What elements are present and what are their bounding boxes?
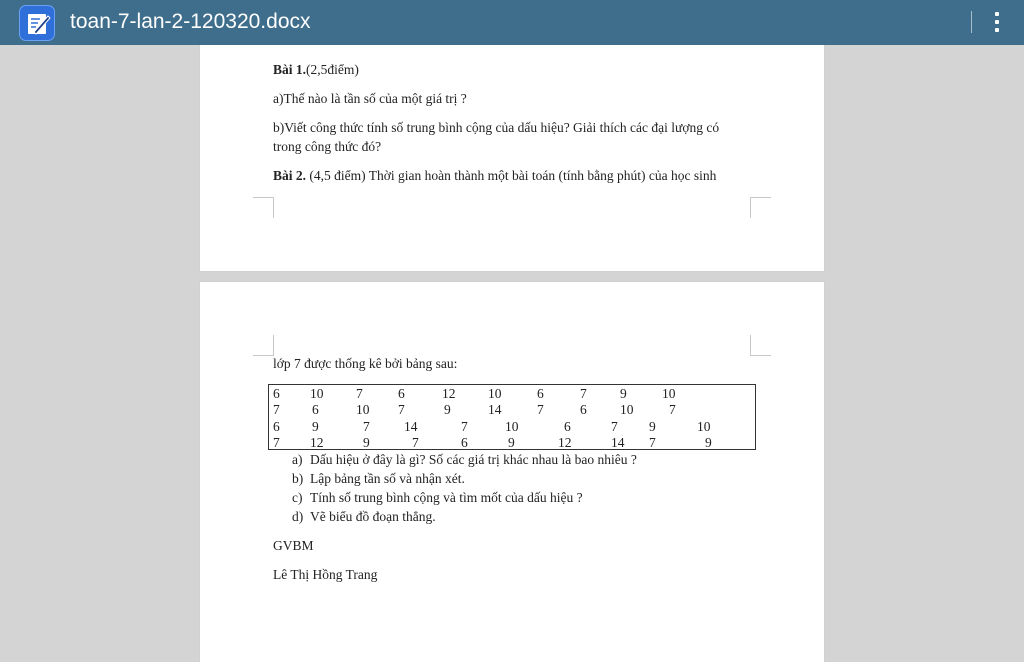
table-cell: 10 bbox=[356, 402, 370, 418]
overflow-menu-icon[interactable] bbox=[986, 10, 1008, 34]
question-label: b) bbox=[292, 471, 304, 486]
table-cell: 6 bbox=[273, 386, 280, 401]
table-cell: 14 bbox=[404, 418, 418, 434]
title-bar bbox=[0, 0, 1024, 45]
table-cell: 6 bbox=[564, 418, 571, 434]
bai2-label: Bài 2. bbox=[273, 168, 307, 183]
document-editor-icon[interactable] bbox=[19, 5, 55, 41]
document-page-2 bbox=[200, 282, 824, 662]
question-b-line1: b)Viết công thức tính số trung bình cộng của dấu hiệu? Giải thích các đại lượng có bbox=[273, 120, 720, 135]
table-cell: 9 bbox=[508, 434, 515, 450]
bai1-heading bbox=[273, 60, 359, 79]
table-cell: 6 bbox=[273, 418, 280, 434]
table-cell: 12 bbox=[310, 434, 324, 450]
table-cell: 9 bbox=[312, 418, 319, 434]
table-cell: 7 bbox=[273, 402, 280, 418]
bai2-heading bbox=[273, 166, 716, 185]
table-cell: 6 bbox=[537, 386, 544, 401]
document-page-1 bbox=[200, 30, 824, 271]
question-text: Lập bảng tần số và nhận xét. bbox=[310, 471, 465, 486]
table-cell: 7 bbox=[580, 386, 587, 401]
table-cell: 6 bbox=[461, 434, 468, 450]
bai1-points: (2,5điểm) bbox=[306, 62, 359, 77]
table-cell: 7 bbox=[537, 402, 544, 418]
question-text: Dấu hiệu ở đây là gì? Số các giá trị khác nhau là bao nhiêu ? bbox=[310, 452, 637, 467]
teacher-name: Lê Thị Hồng Trang bbox=[273, 567, 378, 582]
margin-corner-mark bbox=[750, 197, 771, 218]
question-label: c) bbox=[292, 490, 303, 505]
table-cell: 6 bbox=[398, 386, 405, 401]
table-cell: 10 bbox=[505, 418, 519, 434]
table-cell: 14 bbox=[488, 402, 502, 418]
table-cell: 6 bbox=[580, 402, 587, 418]
table-cell: 9 bbox=[620, 386, 627, 401]
document-title: toan-7-lan-2-120320.docx bbox=[70, 10, 311, 33]
bai2-text: (4,5 điểm) Thời gian hoàn thành một bài toán (tính bằng phút) của học sinh bbox=[306, 168, 717, 183]
teacher-label: GVBM bbox=[273, 538, 314, 553]
table-cell: 9 bbox=[705, 434, 712, 450]
table-cell: 10 bbox=[697, 418, 711, 434]
data-table bbox=[268, 384, 756, 450]
question-label: d) bbox=[292, 509, 304, 524]
question-text: Vẽ biểu đồ đoạn thẳng. bbox=[310, 509, 436, 524]
table-cell: 7 bbox=[356, 386, 363, 401]
table-cell: 7 bbox=[412, 434, 419, 450]
table-cell: 6 bbox=[312, 402, 319, 418]
table-cell: 12 bbox=[558, 434, 572, 450]
margin-corner-mark bbox=[253, 197, 274, 218]
table-cell: 9 bbox=[649, 418, 656, 434]
table-cell: 7 bbox=[363, 418, 370, 434]
table-cell: 10 bbox=[662, 386, 676, 401]
toolbar-divider bbox=[971, 11, 972, 33]
question-a: a)Thế nào là tần số của một giá trị ? bbox=[273, 91, 467, 106]
table-cell: 10 bbox=[310, 386, 324, 401]
table-cell: 7 bbox=[649, 434, 656, 450]
bai1-label: Bài 1. bbox=[273, 62, 307, 77]
table-cell: 12 bbox=[442, 386, 456, 401]
table-intro: lớp 7 được thống kê bởi bảng sau: bbox=[273, 356, 458, 371]
margin-corner-mark bbox=[253, 335, 274, 356]
table-cell: 10 bbox=[488, 386, 502, 401]
table-cell: 9 bbox=[444, 402, 451, 418]
table-cell: 7 bbox=[398, 402, 405, 418]
table-cell: 7 bbox=[273, 434, 280, 450]
table-cell: 7 bbox=[611, 418, 618, 434]
table-cell: 9 bbox=[363, 434, 370, 450]
table-cell: 7 bbox=[461, 418, 468, 434]
margin-corner-mark bbox=[750, 335, 771, 356]
table-cell: 14 bbox=[611, 434, 625, 450]
question-label: a) bbox=[292, 452, 303, 467]
question-text: Tính số trung bình cộng và tìm mốt của dấu hiệu ? bbox=[310, 490, 583, 505]
question-b-line2: trong công thức đó? bbox=[273, 139, 382, 154]
table-cell: 7 bbox=[669, 402, 676, 418]
table-cell: 10 bbox=[620, 402, 634, 418]
